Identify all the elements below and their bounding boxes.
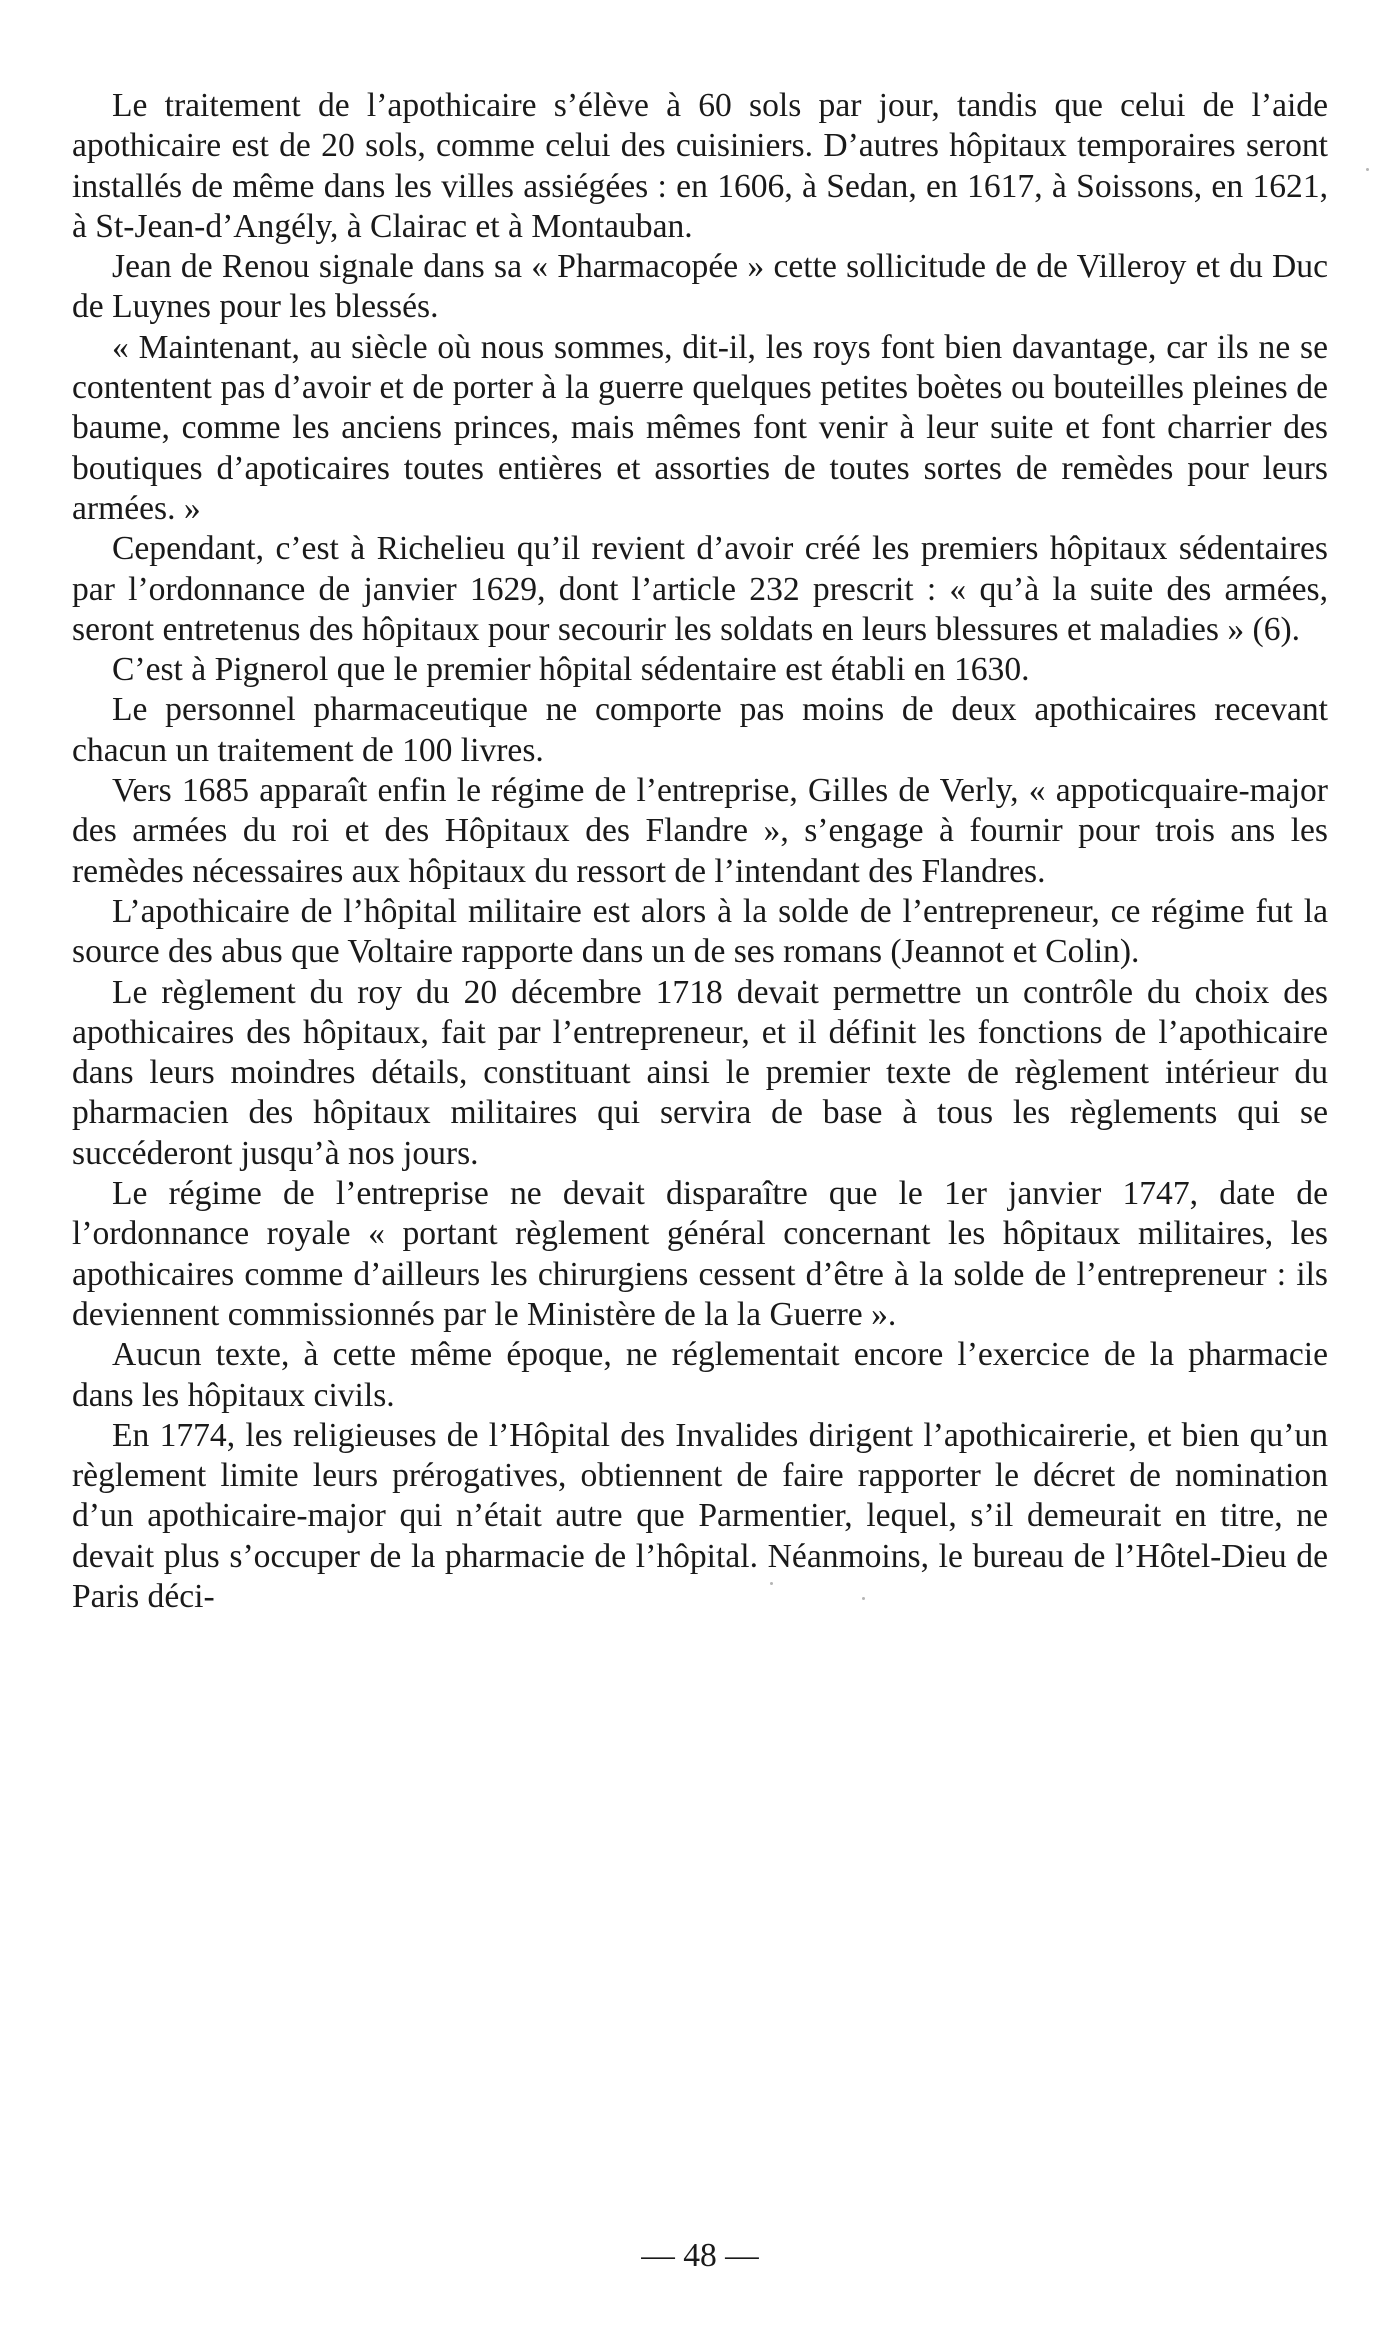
paragraph-9: Le règlement du roy du 20 décembre 1718 devait permettre un contrôle du choix des apothicaires des hôpitaux, fait par l’entrepreneur, et il définit les fonctions de l’apothicaire dans leurs moindres détails, constituant ainsi le premier texte de règlement intérieur du pharmacien des hôpitaux militaires qui servira de base à tous les règlements qui se succéderont jusqu’à nos jours. xyxy=(72,973,1328,1172)
paragraph-3: « Maintenant, au siècle où nous sommes, dit-il, les roys font bien davantage, car ils ne se contentent pas d’avoir et de porter à la guerre quelques petites boètes ou bouteilles pleines de baume, comme les anciens princes, mais mêmes font venir à leur suite et font charrier des boutiques d’apoticaires toutes entières et assorties de toutes sortes de remèdes pour leurs armées. » xyxy=(72,328,1328,527)
paragraph-4: Cependant, c’est à Richelieu qu’il revient d’avoir créé les premiers hôpitaux sédentaires par l’ordonnance de janvier 1629, dont l’article 232 prescrit : « qu’à la suite des armées, seront entretenus des hôpitaux pour secourir les soldats en leurs blessures et maladies » (6). xyxy=(72,530,1328,648)
scan-speck xyxy=(862,1597,865,1600)
paragraph-10: Le régime de l’entreprise ne devait disparaître que le 1er janvier 1747, date de l’ordonnance royale « portant règlement général concernant les hôpitaux militaires, les apothicaires comme d’ailleurs les chirurgiens cessent d’être à la solde de l’entrepreneur : ils deviennent commissionnés par le Ministère de la la Guerre ». xyxy=(72,1175,1328,1333)
paragraph-7: Vers 1685 apparaît enfin le régime de l’entreprise, Gilles de Verly, « appoticquaire-major des armées du roi et des Hôpitaux des Flandre », s’engage à fournir pour trois ans les remèdes nécessaires aux hôpitaux du ressort de l’intendant des Flandres. xyxy=(72,772,1328,890)
paragraph-2: Jean de Renou signale dans sa « Pharmacopée » cette sollicitude de de Villeroy et du Duc de Luynes pour les blessés. xyxy=(72,248,1328,326)
paragraph-1: Le traitement de l’apothicaire s’élève à 60 sols par jour, tandis que celui de l’aide apothicaire est de 20 sols, comme celui des cuisiniers. D’autres hôpitaux temporaires seront installés de même dans les villes assiégées : en 1606, à Sedan, en 1617, à Soissons, en 1621, à St-Jean-d’Angély, à Clairac et à Montauban. xyxy=(72,87,1328,245)
paragraph-6: Le personnel pharmaceutique ne comporte pas moins de deux apothicaires recevant chacun un traitement de 100 livres. xyxy=(72,691,1328,769)
body-text xyxy=(72,86,1328,1617)
paragraph-8: L’apothicaire de l’hôpital militaire est alors à la solde de l’entrepreneur, ce régime fut la source des abus que Voltaire rapporte dans un de ses romans (Jeannot et Colin). xyxy=(72,892,1328,971)
page-number: — 48 — xyxy=(641,2237,759,2274)
paragraph-5: C’est à Pignerol que le premier hôpital sédentaire est établi en 1630. xyxy=(112,651,1030,689)
paragraph-12: En 1774, les religieuses de l’Hôpital des Invalides dirigent l’apothicairerie, et bien qu’un règlement limite leurs prérogatives, obtiennent de faire rapporter le décret de nomination d’un apothicaire-major qui n’était autre que Parmentier, lequel, s’il demeurait en titre, ne devait plus s’occuper de la pharmacie de l’hôpital. Néanmoins, le bureau de l’Hôtel-Dieu de Paris déci- xyxy=(72,1416,1328,1615)
scan-speck xyxy=(770,1582,773,1585)
scan-speck xyxy=(1366,168,1369,171)
paragraph-11: Aucun texte, à cette même époque, ne réglementait encore l’exercice de la pharmacie dans les hôpitaux civils. xyxy=(72,1336,1328,1414)
